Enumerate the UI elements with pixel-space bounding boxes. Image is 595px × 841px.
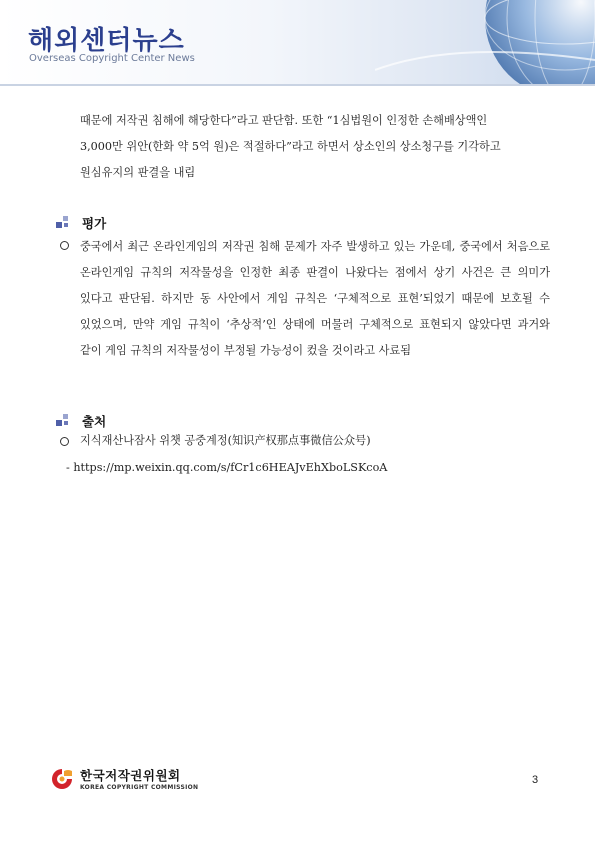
kcc-logo-icon [50,767,74,791]
section-heading-evaluation [56,214,106,232]
intro-line: 때문에 저작권 침해에 해당한다”라고 판단함. 또한 “1심법원이 인정한 손해배상액인 [80,114,488,127]
circle-bullet-icon [60,241,69,250]
page-number: 3 [532,774,539,786]
squares-icon [56,216,74,230]
squares-icon [56,414,74,428]
evaluation-bullet [60,234,550,364]
org-name-english: KOREA COPYRIGHT COMMISSION [80,784,199,791]
globe-icon [375,0,595,86]
org-name-korean: 한국저작권위원회 [80,768,181,783]
footer-logo [50,766,198,791]
header-banner [0,0,595,86]
source-bullet [60,430,550,452]
section-heading-label: 출처 [82,414,107,429]
intro-line: 3,000만 위안(한화 약 5억 원)은 적절하다”라고 하면서 상소인의 상소청구를 기각하고 [80,140,501,153]
circle-bullet-icon [60,437,69,446]
intro-line: 원심유지의 판결을 내림 [80,166,196,179]
header-title: 해외센터뉴스 [28,26,185,56]
intro-paragraph [80,108,546,186]
header-divider [0,84,595,86]
header-subtitle: Overseas Copyright Center News [29,53,195,64]
section-heading-label: 평가 [82,216,107,231]
source-link[interactable]: - https://mp.weixin.qq.com/s/fCr1c6HEAJvEhXboLSKcoA [66,461,388,474]
source-text: 지식재산나잠사 위챗 공중계정(知识产权那点事微信公众号) [80,434,371,447]
evaluation-text: 중국에서 최근 온라인게임의 저작권 침해 문제가 자주 발생하고 있는 가운데, 중국에서 처음으로 온라인게임 규칙의 저작물성을 인정한 최종 판결이 나왔다는 점에서 상기 사건은 큰 의미가 있다고 판단됨. 하지만 동 사안에서 게임 규칙은 ‘구체적으로 표현’되었기 때문에 보호될 수 있었으며, 만약 게임 규칙이 ‘추상적’인 상태에 머물러 구체적으로 표현되지 않았다면 과거와 같이 게임 규칙의 저작물성이 부정될 가능성이 컸을 것이라고 사료됨 [80,240,550,357]
section-heading-source [56,412,106,430]
